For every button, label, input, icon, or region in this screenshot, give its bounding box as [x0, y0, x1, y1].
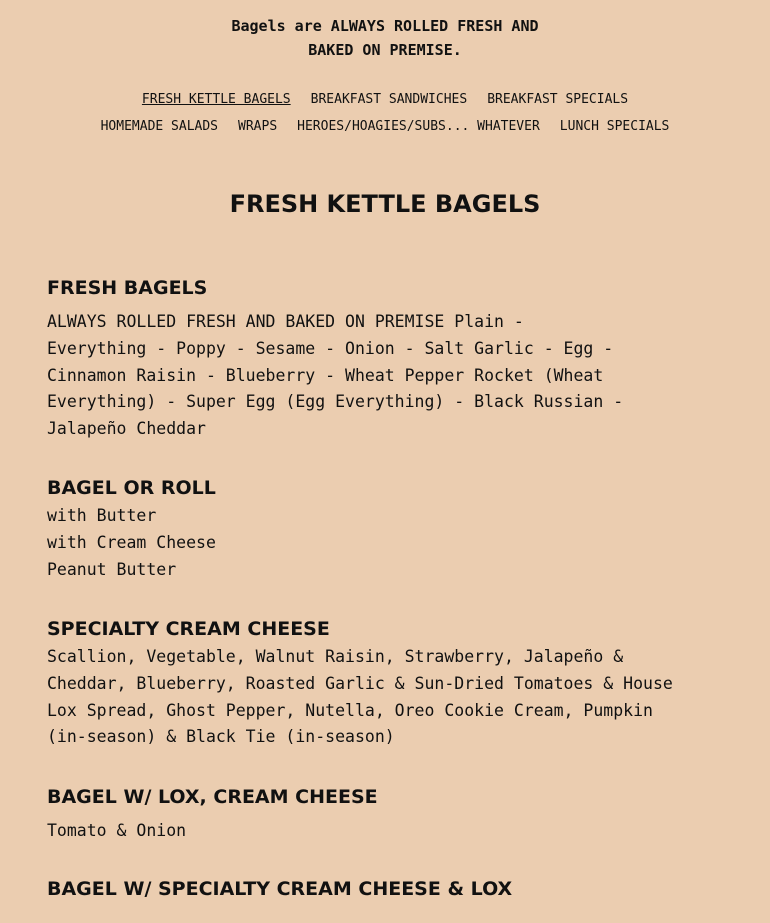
announcement-line-1: Bagels are ALWAYS ROLLED FRESH AND: [231, 17, 539, 35]
announcement-banner: [0, 14, 770, 62]
description-line: ALWAYS ROLLED FRESH AND BAKED ON PREMISE Plain -: [47, 312, 524, 331]
description-line: Lox Spread, Ghost Pepper, Nutella, Oreo Cookie Cream, Pumpkin: [47, 700, 653, 720]
nav-link-lunch-specials[interactable]: LUNCH SPECIALS: [559, 119, 670, 134]
description-line: Peanut Butter: [47, 559, 177, 579]
announcement-line-2: BAKED ON PREMISE.: [308, 41, 462, 59]
menu-section-bagel-lox-cream-cheese: [47, 784, 727, 845]
description-line: Everything) - Super Egg (Egg Everything) - Black Russian -: [47, 392, 624, 412]
page-title: FRESH KETTLE BAGELS: [229, 190, 541, 218]
nav-row-1: [0, 91, 770, 109]
description-line: Jalapeño Cheddar: [47, 419, 206, 439]
description-line: Everything - Poppy - Sesame - Onion - Salt Garlic - Egg -: [47, 338, 614, 358]
section-title: BAGEL W/ LOX, CREAM CHEESE: [47, 786, 378, 808]
nav-link-breakfast-specials[interactable]: BREAKFAST SPECIALS: [487, 92, 629, 107]
section-description: [47, 818, 727, 845]
description-line: Scallion, Vegetable, Walnut Raisin, Strawberry, Jalapeño &: [47, 647, 624, 666]
nav-link-heroes-hoagies-subs[interactable]: HEROES/HOAGIES/SUBS... WHATEVER: [297, 119, 540, 134]
description-line: (in-season) & Black Tie (in-season): [47, 727, 395, 747]
section-title: BAGEL W/ SPECIALTY CREAM CHEESE & LOX: [47, 878, 513, 900]
section-title: SPECIALTY CREAM CHEESE: [47, 618, 330, 640]
nav-link-wraps[interactable]: WRAPS: [238, 119, 278, 134]
section-title: FRESH BAGELS: [47, 277, 208, 299]
menu-section-specialty-cream-cheese: [47, 616, 727, 751]
nav-link-homemade-salads[interactable]: HOMEMADE SALADS: [100, 119, 219, 134]
nav-row-2: [0, 118, 770, 136]
description-line: Cheddar, Blueberry, Roasted Garlic & Sun-Dried Tomatoes & House: [47, 673, 673, 693]
nav-link-breakfast-sandwiches[interactable]: BREAKFAST SANDWICHES: [310, 92, 468, 107]
section-description: [47, 503, 727, 583]
menu-section-fresh-bagels: [47, 275, 727, 443]
description-line: Cinnamon Raisin - Blueberry - Wheat Pepper Rocket (Wheat: [47, 365, 604, 385]
description-line: Tomato & Onion: [47, 821, 187, 840]
menu-section-bagel-specialty-cream-cheese-lox: [47, 876, 727, 902]
description-line: with Butter: [47, 506, 157, 525]
description-line: with Cream Cheese: [47, 532, 216, 552]
menu-section-bagel-or-roll: [47, 475, 727, 583]
section-description: [47, 309, 727, 443]
section-description: [47, 644, 727, 751]
nav-link-fresh-kettle-bagels[interactable]: FRESH KETTLE BAGELS: [141, 92, 291, 107]
section-title: BAGEL OR ROLL: [47, 477, 216, 499]
